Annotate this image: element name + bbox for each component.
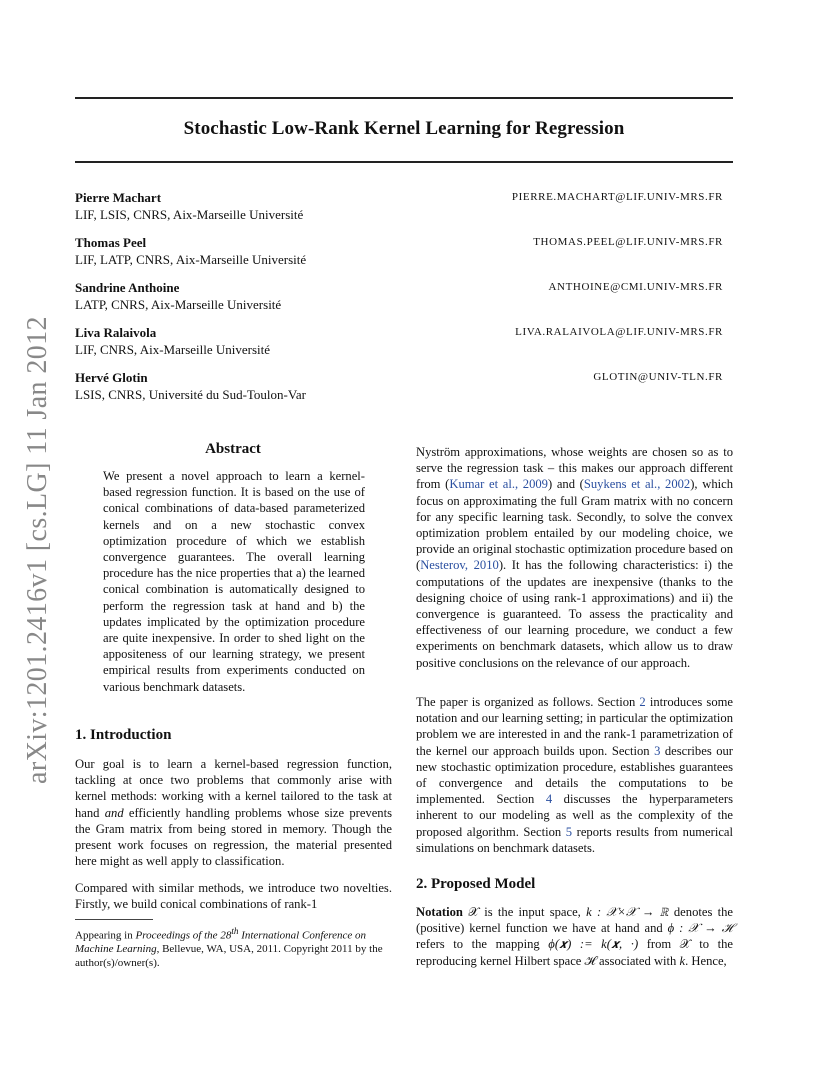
body-paragraph	[416, 444, 733, 671]
text-run: denotes the (positive) kernel function we have at hand and	[416, 905, 734, 936]
text-run: discusses the hyperparameters inherent to our modeling as well as the complexity of the proposed algorithm. Section	[416, 792, 733, 839]
author-name: Sandrine Anthoine	[75, 280, 180, 295]
text-run: Nyström approximations, whose weights are chosen so as to serve the regression task – this makes our approach different from (	[416, 445, 733, 492]
emphasis-text: International Conference on Machine Learning	[75, 929, 367, 956]
author-block	[75, 235, 723, 275]
footnote-rule	[75, 919, 153, 920]
author-affiliation: LATP, CNRS, Aix-Marseille Université	[75, 297, 282, 312]
text-run: refers to the mapping	[416, 937, 549, 952]
section-ref-link[interactable]: 2	[639, 695, 646, 709]
abstract-heading: Abstract	[205, 441, 261, 457]
text-run: reports results from numerical simulations on benchmark datasets.	[416, 824, 733, 855]
intro-paragraph	[75, 756, 392, 869]
citation-link[interactable]: Nesterov, 2010	[420, 558, 499, 573]
text-run: 𝒳 is the input space,	[462, 905, 587, 919]
text-run: Appearing in	[75, 929, 136, 942]
text-run: The paper is organized as follows. Section	[416, 695, 640, 709]
author-block	[75, 325, 723, 365]
emphasis-text: Proceedings of the	[135, 929, 221, 942]
citation-link[interactable]: Kumar et al., 2009	[449, 477, 548, 492]
notation-paragraph	[416, 904, 733, 969]
author-block	[75, 190, 723, 230]
author-email[interactable]: THOMAS.PEEL@LIF.UNIV-MRS.FR	[533, 236, 723, 248]
title-rule-bottom	[75, 161, 733, 163]
text-run: from 𝒳 to the reproducing kernel Hilbert space ℋ associated with	[416, 937, 733, 968]
notation-label: Notation	[416, 905, 463, 919]
section-ref-link[interactable]: 5	[565, 824, 573, 839]
author-block	[75, 280, 723, 320]
author-affiliation: LIF, LATP, CNRS, Aix-Marseille Université	[75, 252, 307, 267]
text-run: . Hence,	[685, 953, 727, 968]
author-block	[75, 370, 723, 410]
math-expression: k : 𝒳×𝒳 → ℝ	[586, 905, 669, 919]
author-email[interactable]: PIERRE.MACHART@LIF.UNIV-MRS.FR	[511, 191, 723, 203]
text-run: efficiently handling problems whose size prevents the Gram matrix from being stored in memory. Though the present work focuses on regression, the material presented here might as well apply to classification.	[75, 805, 392, 869]
author-name: Hervé Glotin	[75, 370, 148, 385]
emphasis-text: 28	[220, 929, 232, 942]
section-heading-introduction: 1. Introduction	[75, 727, 172, 743]
text-run: ) and (	[547, 477, 584, 492]
math-expression: ϕ(𝒙) := k(𝒙, ·)	[548, 937, 639, 952]
text-run: introduces some notation and our learning setting; in particular the optimization problem we are interested in and the rank-1 parametrization of the kernel our approach builds upon. Section	[416, 695, 734, 758]
text-run: , Bellevue, WA, USA, 2011. Copyright 2011 by the author(s)/owner(s).	[75, 943, 383, 969]
author-name: Pierre Machart	[75, 190, 162, 205]
author-email[interactable]: GLOTIN@UNIV-TLN.FR	[593, 371, 723, 383]
math-expression: ϕ : 𝒳 → ℋ	[667, 921, 733, 936]
emphasis-text: and	[104, 805, 124, 820]
footnote	[75, 925, 392, 970]
author-affiliation: LSIS, CNRS, Université du Sud-Toulon-Var	[75, 387, 306, 402]
author-affiliation: LIF, CNRS, Aix-Marseille Université	[75, 342, 271, 357]
title-rule-top	[75, 97, 733, 99]
text-run: describes our new stochastic optimization procedure, establishes guarantees of convergence and details the computations to be implemented. Section	[416, 743, 733, 807]
text-run: ), which focus on approximating the full Gram matrix with no concern for any specific learning task. Secondly, to solve the convex optimization problem entailed by our modeling choice, we provide an original stochastic optimization procedure based on (	[416, 477, 734, 573]
text-run: ). It has the following characteristics: i) the computations of the updates are inexpensive (thanks to the designing choice of using rank-1 approximations) and ii) the convergence is guaranteed. To assess the practicality and effectiveness of our learning procedure, we conduct a few experiments on benchmark datasets, which allow us to draw positive conclusions on the relevance of our approach.	[416, 558, 733, 670]
author-name: Liva Ralaivola	[75, 325, 157, 340]
body-paragraph	[416, 694, 733, 856]
section-ref-link[interactable]: 3	[654, 743, 661, 758]
author-name: Thomas Peel	[75, 235, 147, 250]
arxiv-stamp: arXiv:1201.2416v1 [cs.LG] 11 Jan 2012	[22, 316, 53, 784]
text-run: Our goal is to learn a kernel-based regression function, tackling at once two problems that commonly arise with kernel methods: working with a kernel tailored to the task at hand	[75, 757, 392, 820]
citation-link[interactable]: Suykens et al., 2002	[583, 477, 691, 492]
author-affiliation: LIF, LSIS, CNRS, Aix-Marseille Université	[75, 207, 304, 222]
paper-title: Stochastic Low-Rank Kernel Learning for Regression	[183, 118, 625, 139]
abstract-text: We present a novel approach to learn a kernel-based regression function. It is based on the use of conical combinations of data-based parameterized kernels and on a new stochastic convex optimization procedure of which we establish convergence guarantees. The overall learning procedure has the nice properties that a) the learned conical combination is automatically designed to perform the regression task at hand and b) the updates implicated by the optimization procedure are quite inexpensive. In order to shed light on the appositeness of our learning strategy, we present empirical results from experiments conducted on various benchmark datasets.	[103, 469, 365, 694]
section-ref-link[interactable]: 4	[545, 792, 553, 807]
author-email[interactable]: LIVA.RALAIVOLA@LIF.UNIV-MRS.FR	[515, 326, 723, 338]
math-expression: k	[679, 953, 686, 968]
section-heading-proposed-model: 2. Proposed Model	[416, 876, 536, 892]
intro-paragraph: Compared with similar methods, we introduce two novelties. Firstly, we build conical combinations of rank-1	[75, 881, 392, 912]
superscript: th	[231, 926, 239, 936]
author-email[interactable]: ANTHOINE@CMI.UNIV-MRS.FR	[548, 281, 723, 293]
